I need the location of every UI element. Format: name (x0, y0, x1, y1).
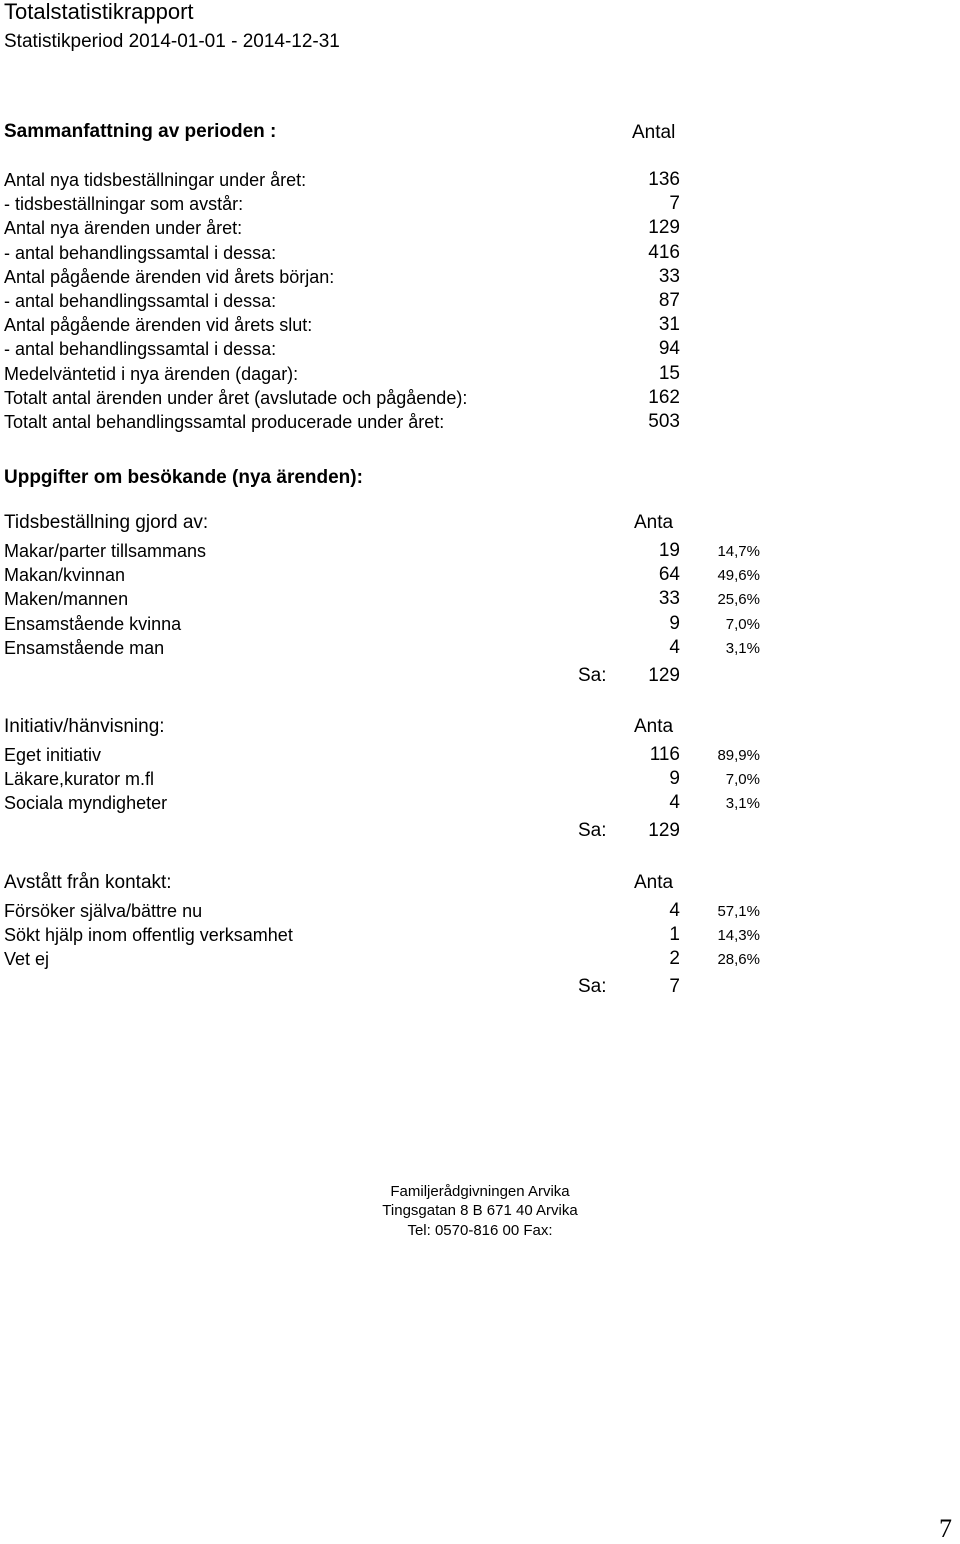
section-row-value: 116 (649, 744, 680, 765)
section-row-label: Ensamstående kvinna (4, 613, 182, 634)
section-row-value: 9 (669, 612, 680, 634)
section-row-label: Vet ej (4, 949, 50, 970)
section-row-label: Ensamstående man (4, 637, 165, 658)
summary-row-label: Totalt antal behandlingssamtal producerade under året: (4, 412, 445, 432)
section-row-label: Försöker själva/bättre nu (4, 901, 203, 921)
section-row-value: 4 (669, 900, 680, 921)
section-row-value: 9 (669, 768, 680, 790)
summary-row-label: - tidsbeställningar som avstår: (4, 194, 244, 215)
summary-row-label: - antal behandlingssamtal i dessa: (4, 291, 277, 311)
section-row-percent: 57,1% (717, 903, 760, 920)
section-row-label: Makar/parter tillsammans (4, 541, 207, 561)
section-row-percent: 3,1% (725, 639, 760, 657)
report-title: Totalstatistikrapport (4, 0, 194, 24)
section-row-label: Makan/kvinnan (4, 565, 126, 586)
section-row-value: 2 (669, 948, 680, 970)
summary-row-value: 162 (648, 386, 680, 408)
footer-phone: Tel: 0570-816 00 Fax: (407, 1222, 553, 1239)
footer-address: Tingsgatan 8 B 671 40 Arvika (382, 1202, 578, 1219)
section-row-percent: 14,7% (717, 543, 760, 560)
summary-column-header: Antal (632, 122, 676, 143)
summary-row-value: 7 (669, 193, 680, 215)
section-row-value: 1 (669, 924, 680, 946)
summary-row-label: Antal pågående ärenden vid årets början: (4, 266, 335, 287)
summary-row-value: 503 (648, 411, 680, 432)
summary-row-label: Antal pågående ärenden vid årets slut: (4, 315, 313, 336)
summary-row-value: 129 (648, 217, 680, 239)
summary-row-value: 136 (648, 169, 680, 190)
summary-row-label: - antal behandlingssamtal i dessa: (4, 242, 277, 263)
section-sum-label: Sa: (578, 664, 607, 686)
summary-heading: Sammanfattning av perioden : (4, 121, 277, 142)
section-column-header: Anta (634, 872, 674, 893)
statistics-period: Statistikperiod 2014-01-01 - 2014-12-31 (4, 31, 340, 52)
section-row-percent: 25,6% (717, 591, 760, 609)
summary-row-label: - antal behandlingssamtal i dessa: (4, 339, 277, 360)
section-row-percent: 7,0% (725, 615, 760, 633)
section-column-header: Anta (634, 716, 674, 737)
section-column-header: Anta (634, 512, 674, 533)
summary-row-value: 15 (658, 362, 680, 384)
summary-row-value: 416 (648, 241, 680, 263)
summary-row-value: 94 (658, 338, 680, 360)
section-row-value: 4 (669, 636, 680, 658)
section-row-label: Maken/mannen (4, 589, 129, 610)
section-sum-value: 129 (648, 820, 680, 842)
section-row-label: Läkare,kurator m.fl (4, 769, 155, 790)
section-row-percent: 7,0% (725, 771, 760, 789)
summary-row-label: Medelväntetid i nya ärenden (dagar): (4, 363, 299, 384)
summary-row-value: 33 (658, 265, 680, 287)
section-row-label: Sociala myndigheter (4, 793, 168, 814)
section-row-percent: 28,6% (717, 951, 760, 969)
summary-row-value: 87 (658, 290, 680, 311)
section-row-label: Sökt hjälp inom offentlig verksamhet (4, 925, 293, 946)
summary-row-value: 31 (658, 314, 680, 336)
section-heading: Avstått från kontakt: (4, 872, 172, 893)
summary-row-label: Antal nya ärenden under året: (4, 218, 243, 239)
section-sum-value: 7 (669, 976, 680, 998)
section-row-percent: 3,1% (725, 795, 760, 813)
section-row-percent: 49,6% (717, 567, 760, 585)
section-heading: Initiativ/hänvisning: (4, 716, 165, 737)
section-row-value: 19 (658, 540, 680, 561)
section-row-value: 64 (658, 564, 680, 586)
page-number: 7 (939, 1514, 952, 1543)
footer-organization: Familjerådgivningen Arvika (390, 1183, 570, 1200)
summary-row-label: Totalt antal ärenden under året (avslutade och pågående): (4, 387, 468, 408)
section-heading: Tidsbeställning gjord av: (4, 512, 209, 533)
summary-row-label: Antal nya tidsbeställningar under året: (4, 170, 307, 190)
section-row-value: 33 (658, 588, 680, 610)
section-row-value: 4 (669, 792, 680, 814)
section-row-percent: 14,3% (717, 927, 760, 945)
section-sum-label: Sa: (578, 976, 607, 998)
section-sum-value: 129 (648, 664, 680, 686)
section-sum-label: Sa: (578, 820, 607, 842)
section-row-label: Eget initiativ (4, 745, 102, 765)
visitors-heading: Uppgifter om besökande (nya ärenden): (4, 467, 363, 488)
section-row-percent: 89,9% (717, 747, 760, 764)
